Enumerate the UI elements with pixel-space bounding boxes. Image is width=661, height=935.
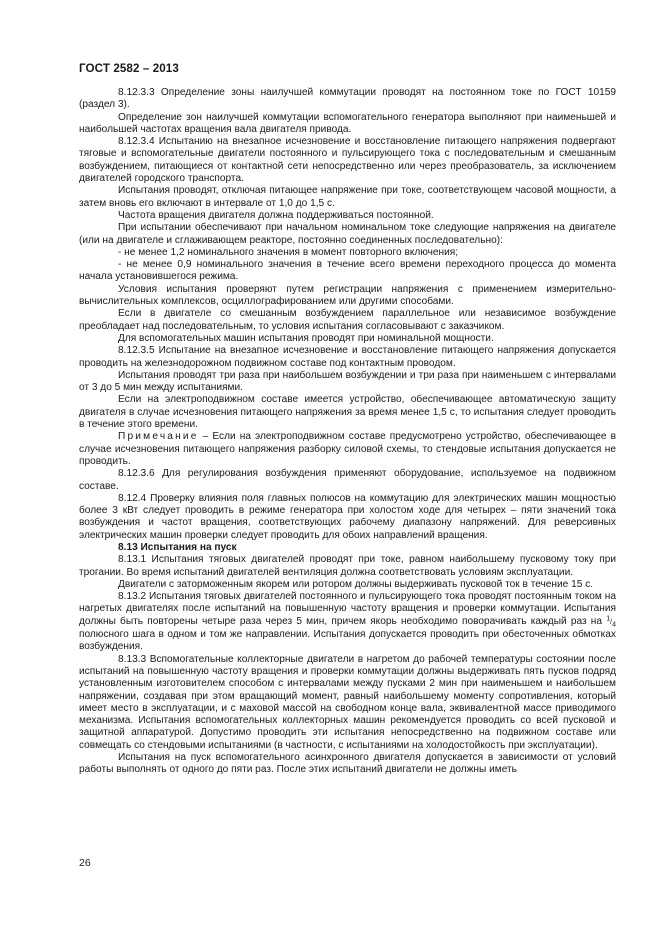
document-body: [79, 87, 616, 777]
paragraph: Испытания проводят, отключая питающее напряжение при токе, соответствующем часовой мощности, а затем вновь его включают в интервале от 1,0 до 1,5 с.: [79, 185, 616, 209]
paragraph: Для вспомогательных машин испытания проводят при номинальной мощности.: [118, 332, 494, 344]
note-text: – Если на электроподвижном составе предусмотрено устройство, обеспечивающее в случае исчезновения питающего напряжения разборку силовой схемы, то стендовые испытания допускается не проводить.: [79, 431, 616, 467]
paragraph-text: 8.13.2 Испытания тяговых двигателей постоянного и пульсирующего тока проводят постоянным током на нагретых двигателях после испытаний на повышенную частоту вращения и проверки коммутации. Испытания должны быть повторены четыре раза через 5 мин, причем якорь необходимо поворачивать каждый раз на: [79, 591, 616, 627]
fraction: $^1/_4$: [606, 615, 616, 629]
paragraph: [79, 591, 616, 653]
paragraph: 8.12.3.6 Для регулирования возбуждения применяют оборудование, используемое на подвижном составе.: [79, 468, 616, 492]
paragraph: Условия испытания проверяют путем регистрации напряжения с применением измерительно-вычислительных комплексов, осциллографированием или другими способами.: [79, 283, 616, 308]
paragraph: Если в двигателе со смешанным возбуждением параллельное или независимое возбуждение преобладает над последовательным, то условия испытания согласовывают с заказчиком.: [79, 308, 616, 332]
page-number: 26: [79, 857, 91, 869]
paragraph: При испытании обеспечивают при начальном номинальном токе следующие напряжения на двигателе (или на двигателе и сглаживающем реакторе, постоянно соединенных последовательно):: [79, 222, 616, 246]
note-label: Примечание: [118, 431, 199, 443]
paragraph: 8.12.4 Проверку влияния поля главных полюсов на коммутацию для электрических машин мощностью более 3 кВт следует проводить в режиме генератора при холостом ходе для четырех – пяти значений тока возбуждения и частот вращения, соответствующих рабочему диапазону напряжений. Для реверсивных электрических машин проверки следует проводить для обоих направлений вращения.: [79, 492, 616, 541]
document-header: ГОСТ 2582 – 2013: [79, 62, 179, 75]
list-item: - не менее 0,9 номинального значения в течение всего времени переходного процесса до момента начала установившегося режима.: [79, 259, 616, 283]
paragraph: Частота вращения двигателя должна поддерживаться постоянной.: [118, 209, 434, 221]
list-item: - не менее 1,2 номинального значения в момент повторного включения;: [118, 246, 459, 258]
paragraph: Испытания на пуск вспомогательного асинхронного двигателя допускается в зависимости от условий работы выполнять от одного до пяти раз. После этих испытаний двигатели не должны иметь: [79, 752, 616, 776]
paragraph: 8.13.1 Испытания тяговых двигателей проводят при токе, равном наибольшему пусковому току при трогании. Во время испытаний двигателей вентиляция должна соответствовать условиям эксплуатации.: [79, 554, 616, 578]
paragraph: Определение зон наилучшей коммутации вспомогательного генератора выполняют при наименьшей и наибольшей частотах вращения вала двигателя привода.: [79, 111, 616, 135]
paragraph: 8.12.3.4 Испытанию на внезапное исчезновение и восстановление питающего напряжения подвергают тяговые и вспомогательные двигатели постоянного и пульсирующего тока с последовательным и смешанным возбуждением, питающиеся от контактной сети непосредственно или через преобразователь, за исключением двигателей городского транспорта.: [79, 136, 616, 185]
paragraph: Если на электроподвижном составе имеется устройство, обеспечивающее автоматическую защиту двигателя в случае исчезновения питающего напряжения за время менее 1,5 с, то испытания следует проводить в течение этого времени.: [79, 394, 616, 431]
fraction-numerator: 1: [606, 615, 611, 623]
paragraph: 8.13.3 Вспомогательные коллекторные двигатели в нагретом до рабочей температуры состоянии после испытаний на повышенную частоту вращения и проверки коммутации должны выдерживать пять пусков подряд установленным изготовителем способом с интервалами между пусками 2 мин при наименьшем и наибольшем напряжении, создавая при этом вращающий момент, равный наибольшему моменту сопротивления, который имеет место в эксплуатации, и с маховой массой на свободном конце вала, эквивалентной массе приводимого механизма. Испытания вспомогательных коллекторных машин рекомендуется проводить со всей пусковой и защитной аппаратурой. Допустимо проводить эти испытания непосредственно на подвижном составе или совмещать со стендовыми испытаниями (в частности, с испытаниями на холодостойкость при эксплуатации).: [79, 653, 616, 751]
section-heading: 8.13 Испытания на пуск: [118, 541, 237, 553]
paragraph: Двигатели с заторможенным якорем или ротором должны выдерживать пусковой ток в течение 15 с.: [118, 578, 594, 590]
paragraph: Испытания проводят три раза при наибольшем возбуждении и три раза при наименьшем с интервалами от 3 до 5 мин между испытаниями.: [79, 369, 616, 394]
paragraph: 8.12.3.3 Определение зоны наилучшей коммутации проводят на постоянном токе по ГОСТ 10159 (раздел 3).: [79, 87, 616, 111]
fraction-denominator: 4: [612, 621, 616, 629]
paragraph: 8.12.3.5 Испытание на внезапное исчезновение и восстановление питающего напряжения допускается проводить на железнодорожном подвижном составе под контактным проводом.: [79, 345, 616, 369]
paragraph-text: полюсного шага в одном и том же направлении. Испытания допускается проводить при обесточенных обмотках возбуждения.: [79, 629, 616, 653]
note: [79, 431, 616, 468]
